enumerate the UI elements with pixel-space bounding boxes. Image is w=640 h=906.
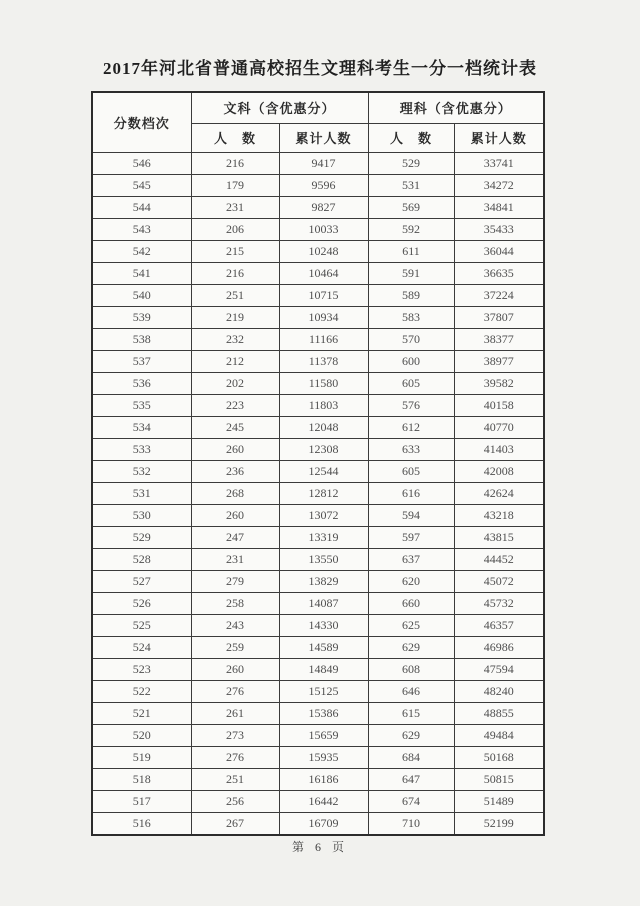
table-row (92, 218, 544, 240)
arts-cumulative-cell: 13072 (279, 504, 368, 526)
science-count-cell: 594 (368, 504, 454, 526)
arts-count-cell: 219 (191, 306, 279, 328)
arts-count-cell: 216 (191, 262, 279, 284)
arts-cumulative-cell: 14087 (279, 592, 368, 614)
table-row (92, 790, 544, 812)
science-count-cell: 611 (368, 240, 454, 262)
science-cumulative-cell: 45732 (454, 592, 544, 614)
arts-count-cell: 231 (191, 196, 279, 218)
header-science-cumulative: 累计人数 (454, 123, 544, 152)
score-cell: 522 (92, 680, 191, 702)
table-row (92, 306, 544, 328)
arts-cumulative-cell: 10464 (279, 262, 368, 284)
arts-cumulative-cell: 10934 (279, 306, 368, 328)
science-cumulative-cell: 48855 (454, 702, 544, 724)
score-cell: 532 (92, 460, 191, 482)
table-header (92, 92, 544, 152)
arts-cumulative-cell: 15935 (279, 746, 368, 768)
science-count-cell: 633 (368, 438, 454, 460)
arts-count-cell: 260 (191, 658, 279, 680)
arts-count-cell: 279 (191, 570, 279, 592)
table-row (92, 416, 544, 438)
arts-count-cell: 251 (191, 284, 279, 306)
table-row (92, 328, 544, 350)
science-cumulative-cell: 46986 (454, 636, 544, 658)
science-count-cell: 583 (368, 306, 454, 328)
table-row (92, 504, 544, 526)
science-count-cell: 625 (368, 614, 454, 636)
science-count-cell: 620 (368, 570, 454, 592)
arts-count-cell: 215 (191, 240, 279, 262)
science-cumulative-cell: 38377 (454, 328, 544, 350)
science-cumulative-cell: 51489 (454, 790, 544, 812)
table-row (92, 548, 544, 570)
science-cumulative-cell: 44452 (454, 548, 544, 570)
science-count-cell: 592 (368, 218, 454, 240)
page-number: 第 6 页 (291, 840, 348, 854)
arts-cumulative-cell: 12544 (279, 460, 368, 482)
table-row (92, 768, 544, 790)
table-row (92, 174, 544, 196)
arts-cumulative-cell: 14849 (279, 658, 368, 680)
science-count-cell: 616 (368, 482, 454, 504)
score-cell: 542 (92, 240, 191, 262)
science-cumulative-cell: 52199 (454, 812, 544, 835)
science-cumulative-cell: 37224 (454, 284, 544, 306)
science-count-cell: 531 (368, 174, 454, 196)
arts-cumulative-cell: 10715 (279, 284, 368, 306)
score-cell: 529 (92, 526, 191, 548)
arts-cumulative-cell: 16709 (279, 812, 368, 835)
science-cumulative-cell: 49484 (454, 724, 544, 746)
science-count-cell: 612 (368, 416, 454, 438)
score-cell: 519 (92, 746, 191, 768)
arts-count-cell: 256 (191, 790, 279, 812)
score-cell: 535 (92, 394, 191, 416)
arts-cumulative-cell: 16186 (279, 768, 368, 790)
table-row (92, 438, 544, 460)
score-cell: 543 (92, 218, 191, 240)
arts-cumulative-cell: 16442 (279, 790, 368, 812)
arts-cumulative-cell: 15659 (279, 724, 368, 746)
score-cell: 530 (92, 504, 191, 526)
score-cell: 531 (92, 482, 191, 504)
arts-count-cell: 258 (191, 592, 279, 614)
arts-cumulative-cell: 11803 (279, 394, 368, 416)
science-cumulative-cell: 35433 (454, 218, 544, 240)
science-cumulative-cell: 34841 (454, 196, 544, 218)
science-cumulative-cell: 50815 (454, 768, 544, 790)
table-row (92, 614, 544, 636)
science-cumulative-cell: 37807 (454, 306, 544, 328)
arts-count-cell: 243 (191, 614, 279, 636)
science-cumulative-cell: 39582 (454, 372, 544, 394)
science-count-cell: 629 (368, 724, 454, 746)
arts-cumulative-cell: 11378 (279, 350, 368, 372)
science-count-cell: 615 (368, 702, 454, 724)
science-count-cell: 597 (368, 526, 454, 548)
table-row (92, 372, 544, 394)
score-cell: 534 (92, 416, 191, 438)
arts-count-cell: 260 (191, 438, 279, 460)
science-count-cell: 591 (368, 262, 454, 284)
science-count-cell: 589 (368, 284, 454, 306)
table-row (92, 680, 544, 702)
arts-cumulative-cell: 15125 (279, 680, 368, 702)
science-count-cell: 600 (368, 350, 454, 372)
arts-cumulative-cell: 13829 (279, 570, 368, 592)
science-count-cell: 608 (368, 658, 454, 680)
table-row (92, 196, 544, 218)
header-science-group: 理科（含优惠分） (368, 92, 544, 123)
score-cell: 540 (92, 284, 191, 306)
score-cell: 541 (92, 262, 191, 284)
arts-cumulative-cell: 15386 (279, 702, 368, 724)
arts-count-cell: 276 (191, 680, 279, 702)
science-count-cell: 605 (368, 460, 454, 482)
science-cumulative-cell: 48240 (454, 680, 544, 702)
science-cumulative-cell: 43218 (454, 504, 544, 526)
science-cumulative-cell: 36044 (454, 240, 544, 262)
science-cumulative-cell: 50168 (454, 746, 544, 768)
science-cumulative-cell: 36635 (454, 262, 544, 284)
table-row (92, 460, 544, 482)
score-cell: 527 (92, 570, 191, 592)
score-cell: 533 (92, 438, 191, 460)
science-count-cell: 570 (368, 328, 454, 350)
arts-count-cell: 259 (191, 636, 279, 658)
science-cumulative-cell: 43815 (454, 526, 544, 548)
arts-cumulative-cell: 9827 (279, 196, 368, 218)
arts-cumulative-cell: 12812 (279, 482, 368, 504)
science-cumulative-cell: 42008 (454, 460, 544, 482)
score-distribution-table (91, 91, 545, 836)
table-row (92, 746, 544, 768)
table-row (92, 152, 544, 174)
arts-count-cell: 206 (191, 218, 279, 240)
science-count-cell: 637 (368, 548, 454, 570)
score-cell: 518 (92, 768, 191, 790)
score-cell: 523 (92, 658, 191, 680)
science-count-cell: 529 (368, 152, 454, 174)
score-cell: 520 (92, 724, 191, 746)
arts-cumulative-cell: 14330 (279, 614, 368, 636)
table-row (92, 262, 544, 284)
arts-cumulative-cell: 14589 (279, 636, 368, 658)
arts-count-cell: 232 (191, 328, 279, 350)
arts-cumulative-cell: 10248 (279, 240, 368, 262)
science-cumulative-cell: 47594 (454, 658, 544, 680)
arts-count-cell: 276 (191, 746, 279, 768)
header-arts-cumulative: 累计人数 (279, 123, 368, 152)
science-cumulative-cell: 42624 (454, 482, 544, 504)
score-cell: 525 (92, 614, 191, 636)
arts-cumulative-cell: 11166 (279, 328, 368, 350)
science-count-cell: 647 (368, 768, 454, 790)
arts-count-cell: 236 (191, 460, 279, 482)
science-count-cell: 660 (368, 592, 454, 614)
science-cumulative-cell: 40770 (454, 416, 544, 438)
table-row (92, 570, 544, 592)
header-arts-group: 文科（含优惠分） (191, 92, 368, 123)
science-count-cell: 646 (368, 680, 454, 702)
score-cell: 528 (92, 548, 191, 570)
header-science-count: 人 数 (368, 123, 454, 152)
science-cumulative-cell: 46357 (454, 614, 544, 636)
table-row (92, 812, 544, 835)
page-title: 2017年河北省普通高校招生文理科考生一分一档统计表 (103, 59, 537, 78)
table-row (92, 482, 544, 504)
science-cumulative-cell: 38977 (454, 350, 544, 372)
table-row (92, 284, 544, 306)
arts-cumulative-cell: 11580 (279, 372, 368, 394)
score-cell: 545 (92, 174, 191, 196)
science-count-cell: 629 (368, 636, 454, 658)
score-cell: 538 (92, 328, 191, 350)
science-cumulative-cell: 45072 (454, 570, 544, 592)
science-cumulative-cell: 34272 (454, 174, 544, 196)
arts-cumulative-cell: 9417 (279, 152, 368, 174)
table-row (92, 724, 544, 746)
arts-cumulative-cell: 12308 (279, 438, 368, 460)
table-row (92, 658, 544, 680)
score-cell: 539 (92, 306, 191, 328)
score-cell: 537 (92, 350, 191, 372)
table-row (92, 592, 544, 614)
table-body (92, 152, 544, 835)
arts-cumulative-cell: 12048 (279, 416, 368, 438)
arts-cumulative-cell: 10033 (279, 218, 368, 240)
science-count-cell: 569 (368, 196, 454, 218)
table-row (92, 240, 544, 262)
score-cell: 524 (92, 636, 191, 658)
score-cell: 517 (92, 790, 191, 812)
table-row (92, 350, 544, 372)
arts-count-cell: 268 (191, 482, 279, 504)
arts-cumulative-cell: 13550 (279, 548, 368, 570)
arts-count-cell: 231 (191, 548, 279, 570)
arts-cumulative-cell: 9596 (279, 174, 368, 196)
arts-count-cell: 251 (191, 768, 279, 790)
arts-count-cell: 273 (191, 724, 279, 746)
science-cumulative-cell: 33741 (454, 152, 544, 174)
science-count-cell: 710 (368, 812, 454, 835)
arts-count-cell: 212 (191, 350, 279, 372)
arts-count-cell: 216 (191, 152, 279, 174)
score-cell: 536 (92, 372, 191, 394)
table-row (92, 526, 544, 548)
score-cell: 526 (92, 592, 191, 614)
science-cumulative-cell: 41403 (454, 438, 544, 460)
science-count-cell: 674 (368, 790, 454, 812)
arts-count-cell: 261 (191, 702, 279, 724)
table-row (92, 636, 544, 658)
science-count-cell: 684 (368, 746, 454, 768)
arts-count-cell: 260 (191, 504, 279, 526)
science-count-cell: 605 (368, 372, 454, 394)
arts-cumulative-cell: 13319 (279, 526, 368, 548)
arts-count-cell: 202 (191, 372, 279, 394)
header-arts-count: 人 数 (191, 123, 279, 152)
arts-count-cell: 247 (191, 526, 279, 548)
score-cell: 546 (92, 152, 191, 174)
header-score-level: 分数档次 (92, 92, 191, 152)
table-row (92, 394, 544, 416)
science-cumulative-cell: 40158 (454, 394, 544, 416)
arts-count-cell: 223 (191, 394, 279, 416)
table-row (92, 702, 544, 724)
score-cell: 516 (92, 812, 191, 835)
science-count-cell: 576 (368, 394, 454, 416)
score-cell: 521 (92, 702, 191, 724)
score-cell: 544 (92, 196, 191, 218)
arts-count-cell: 245 (191, 416, 279, 438)
arts-count-cell: 179 (191, 174, 279, 196)
arts-count-cell: 267 (191, 812, 279, 835)
